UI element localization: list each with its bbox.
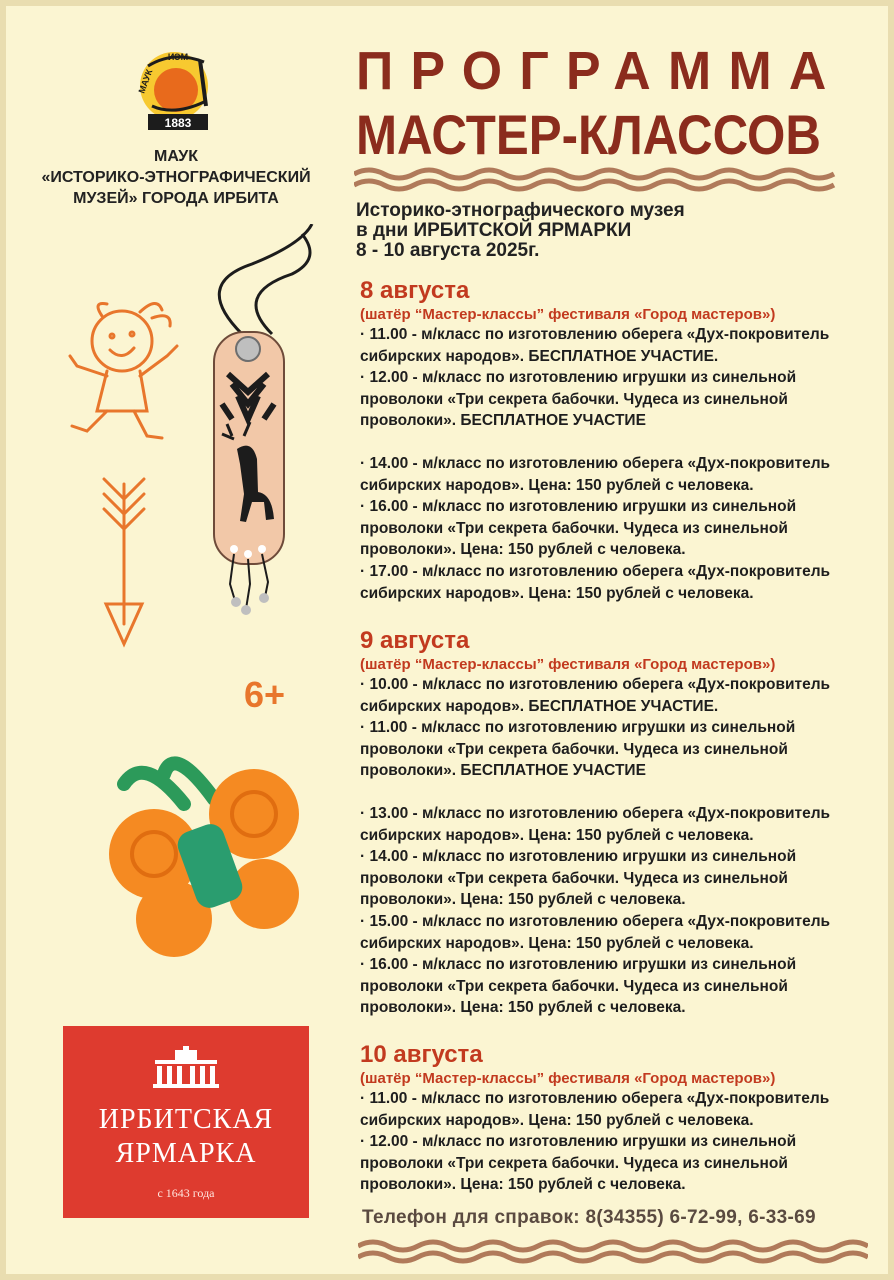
- butterfly-illustration: [104, 744, 304, 969]
- schedule-item: · 15.00 - м/класс по изготовлению оберега «Дух-покровитель сибирских народов». Цена: 150 рублей с человека.: [360, 912, 831, 952]
- schedule-item: · 14.00 - м/класс по изготовлению оберега «Дух-покровитель сибирских народов». Цена: 150 рублей с человека.: [360, 454, 831, 494]
- building-icon: [153, 1046, 219, 1093]
- top-wave-ornament: [354, 166, 836, 197]
- logo-ring-left: МАУК: [136, 68, 155, 95]
- fair-name-line-1: ИРБИТСКАЯ: [98, 1104, 274, 1135]
- day-venue: (шатёр “Мастер-классы” фестиваля «Город мастеров»): [360, 656, 776, 673]
- phone-contact: Телефон для справок: 8(34355) 6-72-99, 6-33-69: [362, 1207, 816, 1228]
- schedule-item: · 12.00 - м/класс по изготовлению игрушки из синельной проволоки «Три секрета бабочки. Чудеса из синельной проволоки». Цена: 150 рублей с человека.: [360, 1133, 797, 1194]
- schedule-item: · 17.00 - м/класс по изготовлению оберега «Дух-покровитель сибирских народов». Цена: 150 рублей с человека.: [360, 562, 831, 602]
- day-section-1: [360, 278, 860, 604]
- schedule-item: · 13.00 - м/класс по изготовлению оберега «Дух-покровитель сибирских народов». Цена: 150 рублей с человека.: [360, 804, 831, 844]
- schedule-item: · 12.00 - м/класс по изготовлению игрушки из синельной проволоки «Три секрета бабочки. Чудеса из синельной проволоки». БЕСПЛАТНОЕ УЧАСТИЕ: [360, 369, 797, 430]
- schedule-item: · 11.00 - м/класс по изготовлению оберега «Дух-покровитель сибирских народов». Цена: 150 рублей с человека.: [360, 1090, 830, 1129]
- museum-logo: [134, 46, 220, 141]
- title-line-2: МАСТЕР-КЛАССОВ: [356, 103, 821, 166]
- museum-line-3: МУЗЕЙ» ГОРОДА ИРБИТА: [73, 190, 279, 207]
- day-section-2: [360, 628, 860, 1019]
- day-title: 8 августа: [360, 277, 470, 304]
- logo-ring-top: ИЭМ: [167, 52, 189, 62]
- subtitle-line-1: Историко-этнографического музея: [356, 200, 685, 221]
- age-rating: 6+: [244, 674, 286, 715]
- schedule-item: · 11.00 - м/класс по изготовлению игрушки из синельной проволоки «Три секрета бабочки. Чудеса из синельной проволоки». БЕСПЛАТНОЕ УЧАСТИЕ: [360, 719, 796, 780]
- fair-since: с 1643 года: [157, 1186, 215, 1200]
- museum-name: [26, 146, 326, 209]
- schedule-item: · 14.00 - м/класс по изготовлению игрушки из синельной проволоки «Три секрета бабочки. Чудеса из синельной проволоки». Цена: 150 рублей с человека.: [360, 848, 797, 909]
- day-venue: (шатёр “Мастер-классы” фестиваля «Город мастеров»): [360, 1070, 776, 1087]
- schedule-item: · 10.00 - м/класс по изготовлению оберега «Дух-покровитель сибирских народов». БЕСПЛАТНОЕ УЧАСТИЕ.: [360, 676, 831, 715]
- title-line-1: ПРОГРАММА: [356, 41, 844, 101]
- schedule-item: · 16.00 - м/класс по изготовлению игрушки из синельной проволоки «Три секрета бабочки. Чудеса из синельной проволоки». Цена: 150 рублей с человека.: [360, 956, 797, 1017]
- subtitle-line-3: 8 - 10 августа 2025г.: [356, 240, 540, 261]
- fair-brand-block: [63, 1026, 309, 1218]
- arrow-illustration: [94, 474, 154, 659]
- amulet-illustration: [192, 224, 322, 624]
- museum-line-2: «ИСТОРИКО-ЭТНОГРАФИЧЕСКИЙ: [41, 169, 311, 186]
- logo-year: 1883: [164, 116, 192, 130]
- schedule-item: · 11.00 - м/класс по изготовлению оберега «Дух-покровитель сибирских народов». БЕСПЛАТНОЕ УЧАСТИЕ.: [360, 326, 830, 365]
- day-title: 10 августа: [360, 1041, 483, 1068]
- subtitle: [356, 201, 685, 261]
- day-title: 9 августа: [360, 627, 470, 654]
- schedule-item: · 16.00 - м/класс по изготовлению игрушки из синельной проволоки «Три секрета бабочки. Чудеса из синельной проволоки». Цена: 150 рублей с человека.: [360, 498, 797, 559]
- subtitle-line-2: в дни ИРБИТСКОЙ ЯРМАРКИ: [356, 220, 632, 241]
- day-section-3: [360, 1042, 860, 1196]
- child-illustration: [62, 296, 192, 451]
- museum-line-1: МАУК: [154, 148, 198, 165]
- fair-name-line-2: ЯРМАРКА: [115, 1138, 257, 1169]
- bottom-wave-ornament: [358, 1238, 868, 1269]
- day-venue: (шатёр “Мастер-классы” фестиваля «Город мастеров»): [360, 306, 776, 323]
